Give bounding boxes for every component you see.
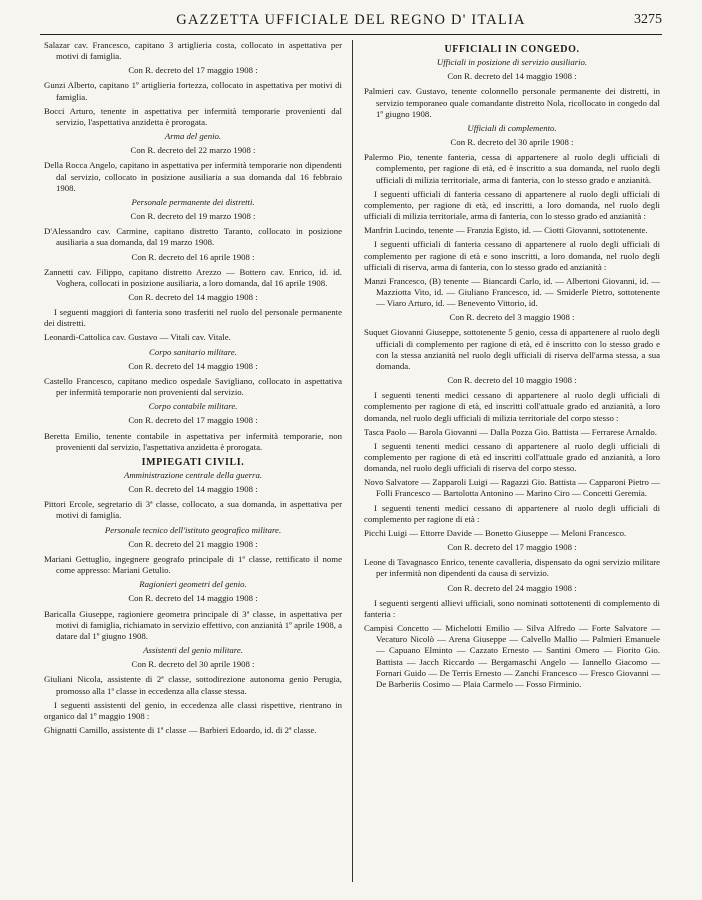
section-subheading: Personale tecnico dell'istituto geografico militare.	[104, 524, 282, 535]
personnel-entry: Mariani Gettuglio, ingegnere geografo principale di 1ª classe, rettificato il nome come appresso: Mariani Getulio.	[44, 553, 342, 576]
personnel-entry: Zannetti cav. Filippo, capitano distretto Arezzo — Bottero cav. Enrico, id. id. Voghera, collocati in posizione ausiliaria, a loro domanda, dal 16 aprile 1908.	[44, 266, 342, 288]
decree-line: Con R. decreto del 17 maggio 1908 :	[128, 415, 258, 426]
personnel-entry: Campisi Concetto — Michelotti Emilio — Silva Alfredo — Forte Salvatore — Vecaturo Nicolò — Arena Giuseppe — Calvello Mallio — Palmieri Emanuele — Capuano Elminto — Cazzato Ernesto — Santini Omero — Fiorito Gio. Battista — Jacch Riccardo — Bergamaschi Angelo — Iannello Giacomo — Fornari Guido — De Terris Ernesto — Zanchi Francesco — Fresco Giovanni — De Barberiis Cosimo — Plaia Carmelo — Fosso Firminio.	[364, 623, 660, 689]
decree-line: Con R. decreto del 21 maggio 1908 :	[128, 538, 258, 549]
personnel-entry: Baricalla Giuseppe, ragioniere geometra principale di 3ª classe, in aspettativa per motivi di famiglia, richiamato in servizio effettivo, con anzianità 1º aprile 1908, a datare dal 1º giugno 1908.	[44, 608, 342, 641]
personnel-entry: Palmieri cav. Gustavo, tenente colonnello personale permanente dei distretti, in servizio temporaneo quale comandante distretto Nola, ricollocato in congedo dal 1º giugno 1908.	[364, 86, 660, 119]
decree-line: Con R. decreto del 17 maggio 1908 :	[128, 65, 258, 76]
personnel-entry: Castello Francesco, capitano medico ospedale Savigliano, collocato in aspettativa per infermità temporarie non provenienti dal servizio.	[44, 375, 342, 398]
personnel-entry: D'Alessandro cav. Carmine, capitano distretto Taranto, collocato in posizione ausiliaria a sua domanda, dal 19 marzo 1908.	[44, 226, 342, 248]
paragraph: I seguenti ufficiali di fanteria cessano di appartenere al ruolo degli ufficiali di complemento per ragione di età e sono inscritti, a loro domanda, nel ruolo degli ufficiali di riserva, arma di fanteria, con lo stesso grado ed anzianità :	[364, 239, 660, 272]
decree-line: Con R. decreto del 19 marzo 1908 :	[130, 211, 256, 222]
page-number: 3275	[634, 12, 662, 27]
right-column	[364, 40, 660, 894]
decree-line: Con R. decreto del 14 maggio 1908 :	[128, 593, 258, 604]
personnel-entry: Manfrin Lucindo, tenente — Franzia Egisto, id. — Ciotti Giovanni, sottotenente.	[364, 225, 648, 236]
personnel-entry: Gunzi Alberto, capitano 1º artiglieria fortezza, collocato in aspettativa per motivi di famiglia.	[44, 80, 342, 102]
decree-line: Con R. decreto del 14 maggio 1908 :	[128, 484, 258, 495]
personnel-entry: Suquet Giovanni Giuseppe, sottotenente 5 genio, cessa di appartenere al ruolo degli ufficiali di complemento per ragione di età, ed è inscritto con lo stesso grado e con la stessa anzianità nel ruolo degli ufficiali di riserva dell'arma stessa, a sua domanda.	[364, 327, 660, 371]
decree-line: Con R. decreto del 3 maggio 1908 :	[449, 312, 575, 323]
personnel-entry: Tasca Paolo — Barola Giovanni — Dalla Pozza Gio. Battista — Ferrarese Arnaldo.	[364, 426, 657, 437]
left-column	[44, 40, 342, 894]
personnel-entry: Giuliani Nicola, assistente di 2ª classe, sottodirezione autonoma genio Perugia, promosso alla 1ª classe in eccedenza alla classe stessa.	[44, 674, 342, 696]
decree-line: Con R. decreto del 14 maggio 1908 :	[447, 71, 577, 82]
personnel-entry: Manzi Francesco, (B) tenente — Biancardi Carlo, id. — Albertoni Giovanni, id. — Mazziotta Vito, id. — Giuliano Francesco, id. — Smiderle Pietro, sottotenente — Viaro Arturo, id. — Benevento Vittorio, id.	[364, 275, 660, 309]
personnel-entry: Ghignatti Camillo, assistente di 1ª classe — Barbieri Edoardo, id. di 2ª classe.	[44, 724, 317, 735]
section-subheading: Amministrazione centrale della guerra.	[123, 470, 263, 480]
section-subheading: Ufficiali in posizione di servizio ausiliario.	[436, 57, 588, 68]
personnel-entry: Salazar cav. Francesco, capitano 3 artiglieria costa, collocato in aspettativa per motivi di famiglia.	[44, 40, 342, 62]
paragraph: I seguenti maggiori di fanteria sono trasferiti nel ruolo del personale permanente dei distretti.	[44, 307, 342, 329]
personnel-entry: Leone di Tavagnasco Enrico, tenente cavalleria, dispensato da ogni servizio militare per infermità non dipendenti da causa di servizio.	[364, 557, 660, 579]
section-subheading: Arma del genio.	[164, 131, 222, 142]
decree-line: Con R. decreto del 16 aprile 1908 :	[131, 251, 255, 262]
personnel-entry: Pittori Ercole, segretario di 3ª classe, collocato, a sua domanda, in aspettativa per motivi di famiglia.	[44, 499, 342, 521]
section-subheading: Ragionieri geometri del genio.	[139, 579, 247, 590]
personnel-entry: Della Rocca Angelo, capitano in aspettativa per infermità temporarie non dipendenti dal servizio, collocato in posizione ausiliaria a sua domanda dal 16 febbraio 1908.	[44, 160, 342, 193]
section-heading: IMPIEGATI CIVILI.	[141, 456, 245, 468]
paragraph: I seguenti tenenti medici cessano di appartenere al ruolo degli ufficiali di complemento per ragione di età :	[364, 502, 660, 524]
decree-line: Con R. decreto del 22 marzo 1908 :	[130, 145, 256, 156]
decree-line: Con R. decreto del 14 maggio 1908 :	[128, 291, 258, 302]
decree-line: Con R. decreto del 14 maggio 1908 :	[128, 360, 258, 371]
section-heading: UFFICIALI IN CONGEDO.	[444, 44, 580, 55]
gazette-title: GAZZETTA UFFICIALE DEL REGNO D' ITALIA	[176, 12, 526, 28]
section-subheading: Personale permanente dei distretti.	[131, 196, 255, 207]
section-subheading: Corpo contabile militare.	[148, 401, 238, 412]
decree-line: Con R. decreto del 30 aprile 1908 :	[450, 137, 574, 148]
section-subheading: Ufficiali di complemento.	[467, 122, 557, 133]
column-divider	[352, 40, 353, 882]
section-subheading: Corpo sanitario militare.	[149, 346, 237, 357]
personnel-entry: Picchi Luigi — Ettorre Davide — Bonetto Giuseppe — Meloni Francesco.	[364, 527, 627, 538]
paragraph: I seguenti ufficiali di fanteria cessano di appartenere al ruolo degli ufficiali di complemento, per ragione di età, ed inscritti, a loro domanda, nel ruolo degli ufficiali di milizia territoriale, arma di fanteria, con lo stesso grado ed anzianità :	[364, 188, 660, 222]
paragraph: I seguenti assistenti del genio, in eccedenza alle classi rispettive, rientrano in organico dal 1º maggio 1908 :	[44, 699, 342, 721]
personnel-entry: Bocci Arturo, tenente in aspettativa per infermità temporarie provenienti dal servizio, l'aspettativa anzidetta è prorogata.	[44, 105, 342, 127]
decree-line: Con R. decreto del 17 maggio 1908 :	[447, 542, 577, 553]
paragraph: I seguenti tenenti medici cessano di appartenere al ruolo degli ufficiali di complemento per ragione di età, ed inscritti coll'attuale grado ed anzianità, a loro domanda, nel ruolo degli ufficiali di milizia territoriale del corpo stesso :	[364, 390, 660, 423]
decree-line: Con R. decreto del 10 maggio 1908 :	[447, 375, 577, 386]
paragraph: I seguenti sergenti allievi ufficiali, sono nominati sottotenenti di complemento di fanteria :	[364, 597, 660, 619]
decree-line: Con R. decreto del 30 aprile 1908 :	[131, 659, 255, 670]
section-subheading: Assistenti del genio militare.	[143, 645, 243, 656]
personnel-entry: Palermo Pio, tenente fanteria, cessa di appartenere al ruolo degli ufficiali di complemento, per ragione di età, ed è inscritto a sua domanda, nel ruolo degli ufficiali di milizia territoriale, arma di fanteria, con lo stesso grado e anzianità.	[364, 152, 660, 185]
personnel-entry: Beretta Emilio, tenente contabile in aspettativa per infermità temporarie, non provenienti dal servizio, l'aspettativa anzidetta è prorogata.	[44, 430, 342, 452]
page-header	[40, 12, 662, 35]
personnel-entry: Novo Salvatore — Zapparoli Luigi — Ragazzi Gio. Battista — Capparoni Pietro — Folli Francesco — Bartolotta Antonino — Marino Ciro — Concetti Geremia.	[364, 477, 660, 499]
personnel-entry: Leonardi-Cattolica cav. Gustavo — Vitali cav. Vitale.	[44, 332, 231, 343]
decree-line: Con R. decreto del 24 maggio 1908 :	[447, 582, 577, 593]
paragraph: I seguenti tenenti medici cessano di appartenere al ruolo degli ufficiali di complemento per ragione di età ed inscritti coll'attuale grado ed anzianità, a loro domanda, nel ruolo degli ufficiali di riserva del corpo stesso.	[364, 440, 660, 474]
